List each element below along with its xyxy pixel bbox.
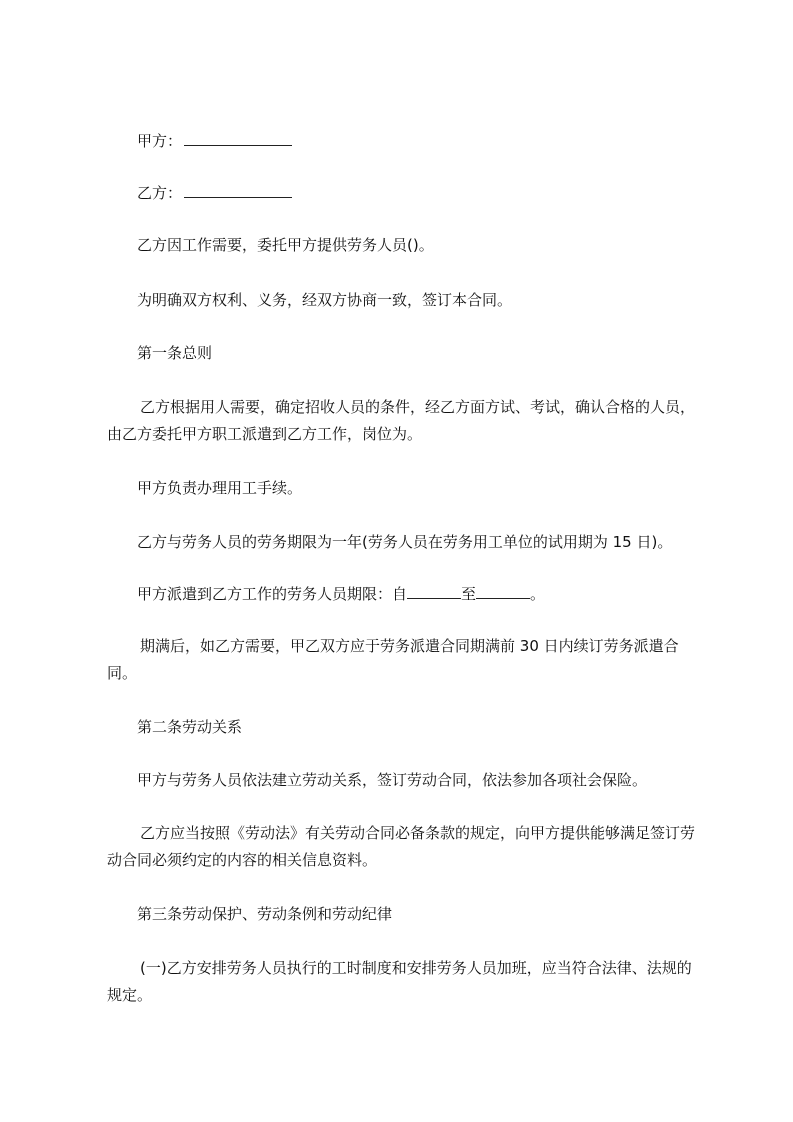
paragraph-recruitment: 乙方根据用人需要，确定招收人员的条件，经乙方面方试、考试，确认合格的人员，由乙方委托甲方职工派遣到乙方工作，岗位为。: [107, 398, 696, 443]
dispatch-period-prefix: 甲方派遣到乙方工作的劳务人员期限：自: [137, 585, 408, 603]
paragraph-procedures: 甲方负责办理用工手续。: [137, 479, 303, 497]
party-b-label: 乙方：: [137, 184, 183, 202]
dispatch-period-to: 至: [461, 585, 477, 603]
start-date-blank: [407, 586, 461, 599]
party-a-blank: [184, 133, 292, 146]
party-b-blank: [184, 185, 292, 198]
paragraph-renewal: 期满后，如乙方需要，甲乙双方应于劳务派遣合同期满前 30 日内续订劳务派遣合同。: [107, 637, 679, 682]
article-3-title: 第三条劳动保护、劳动条例和劳动纪律: [137, 905, 393, 923]
party-a-label: 甲方：: [137, 132, 183, 150]
party-b-line: [107, 180, 703, 207]
paragraph-contract-info: 乙方应当按照《劳动法》有关劳动合同必备条款的规定，向甲方提供能够满足签订劳动合同必须约定的内容的相关信息资料。: [107, 824, 696, 869]
paragraph-labor-relation: 甲方与劳务人员依法建立劳动关系，签订劳动合同，依法参加各项社会保险。: [137, 771, 648, 789]
end-date-blank: [476, 586, 530, 599]
paragraph-entrust: 乙方因工作需要，委托甲方提供劳务人员()。: [137, 236, 434, 254]
paragraph-dispatch-period: [107, 581, 703, 608]
dispatch-period-suffix: 。: [530, 585, 546, 603]
party-a-line: [107, 128, 703, 155]
paragraph-service-term: 乙方与劳务人员的劳务期限为一年(劳务人员在劳务用工单位的试用期为 15 日)。: [137, 533, 673, 551]
article-2-title: 第二条劳动关系: [137, 718, 243, 736]
paragraph-purpose: 为明确双方权利、义务，经双方协商一致，签订本合同。: [137, 291, 513, 309]
article-1-title: 第一条总则: [137, 344, 213, 362]
paragraph-working-hours: (一)乙方安排劳务人员执行的工时制度和安排劳务人员加班，应当符合法律、法规的规定。: [107, 959, 692, 1004]
